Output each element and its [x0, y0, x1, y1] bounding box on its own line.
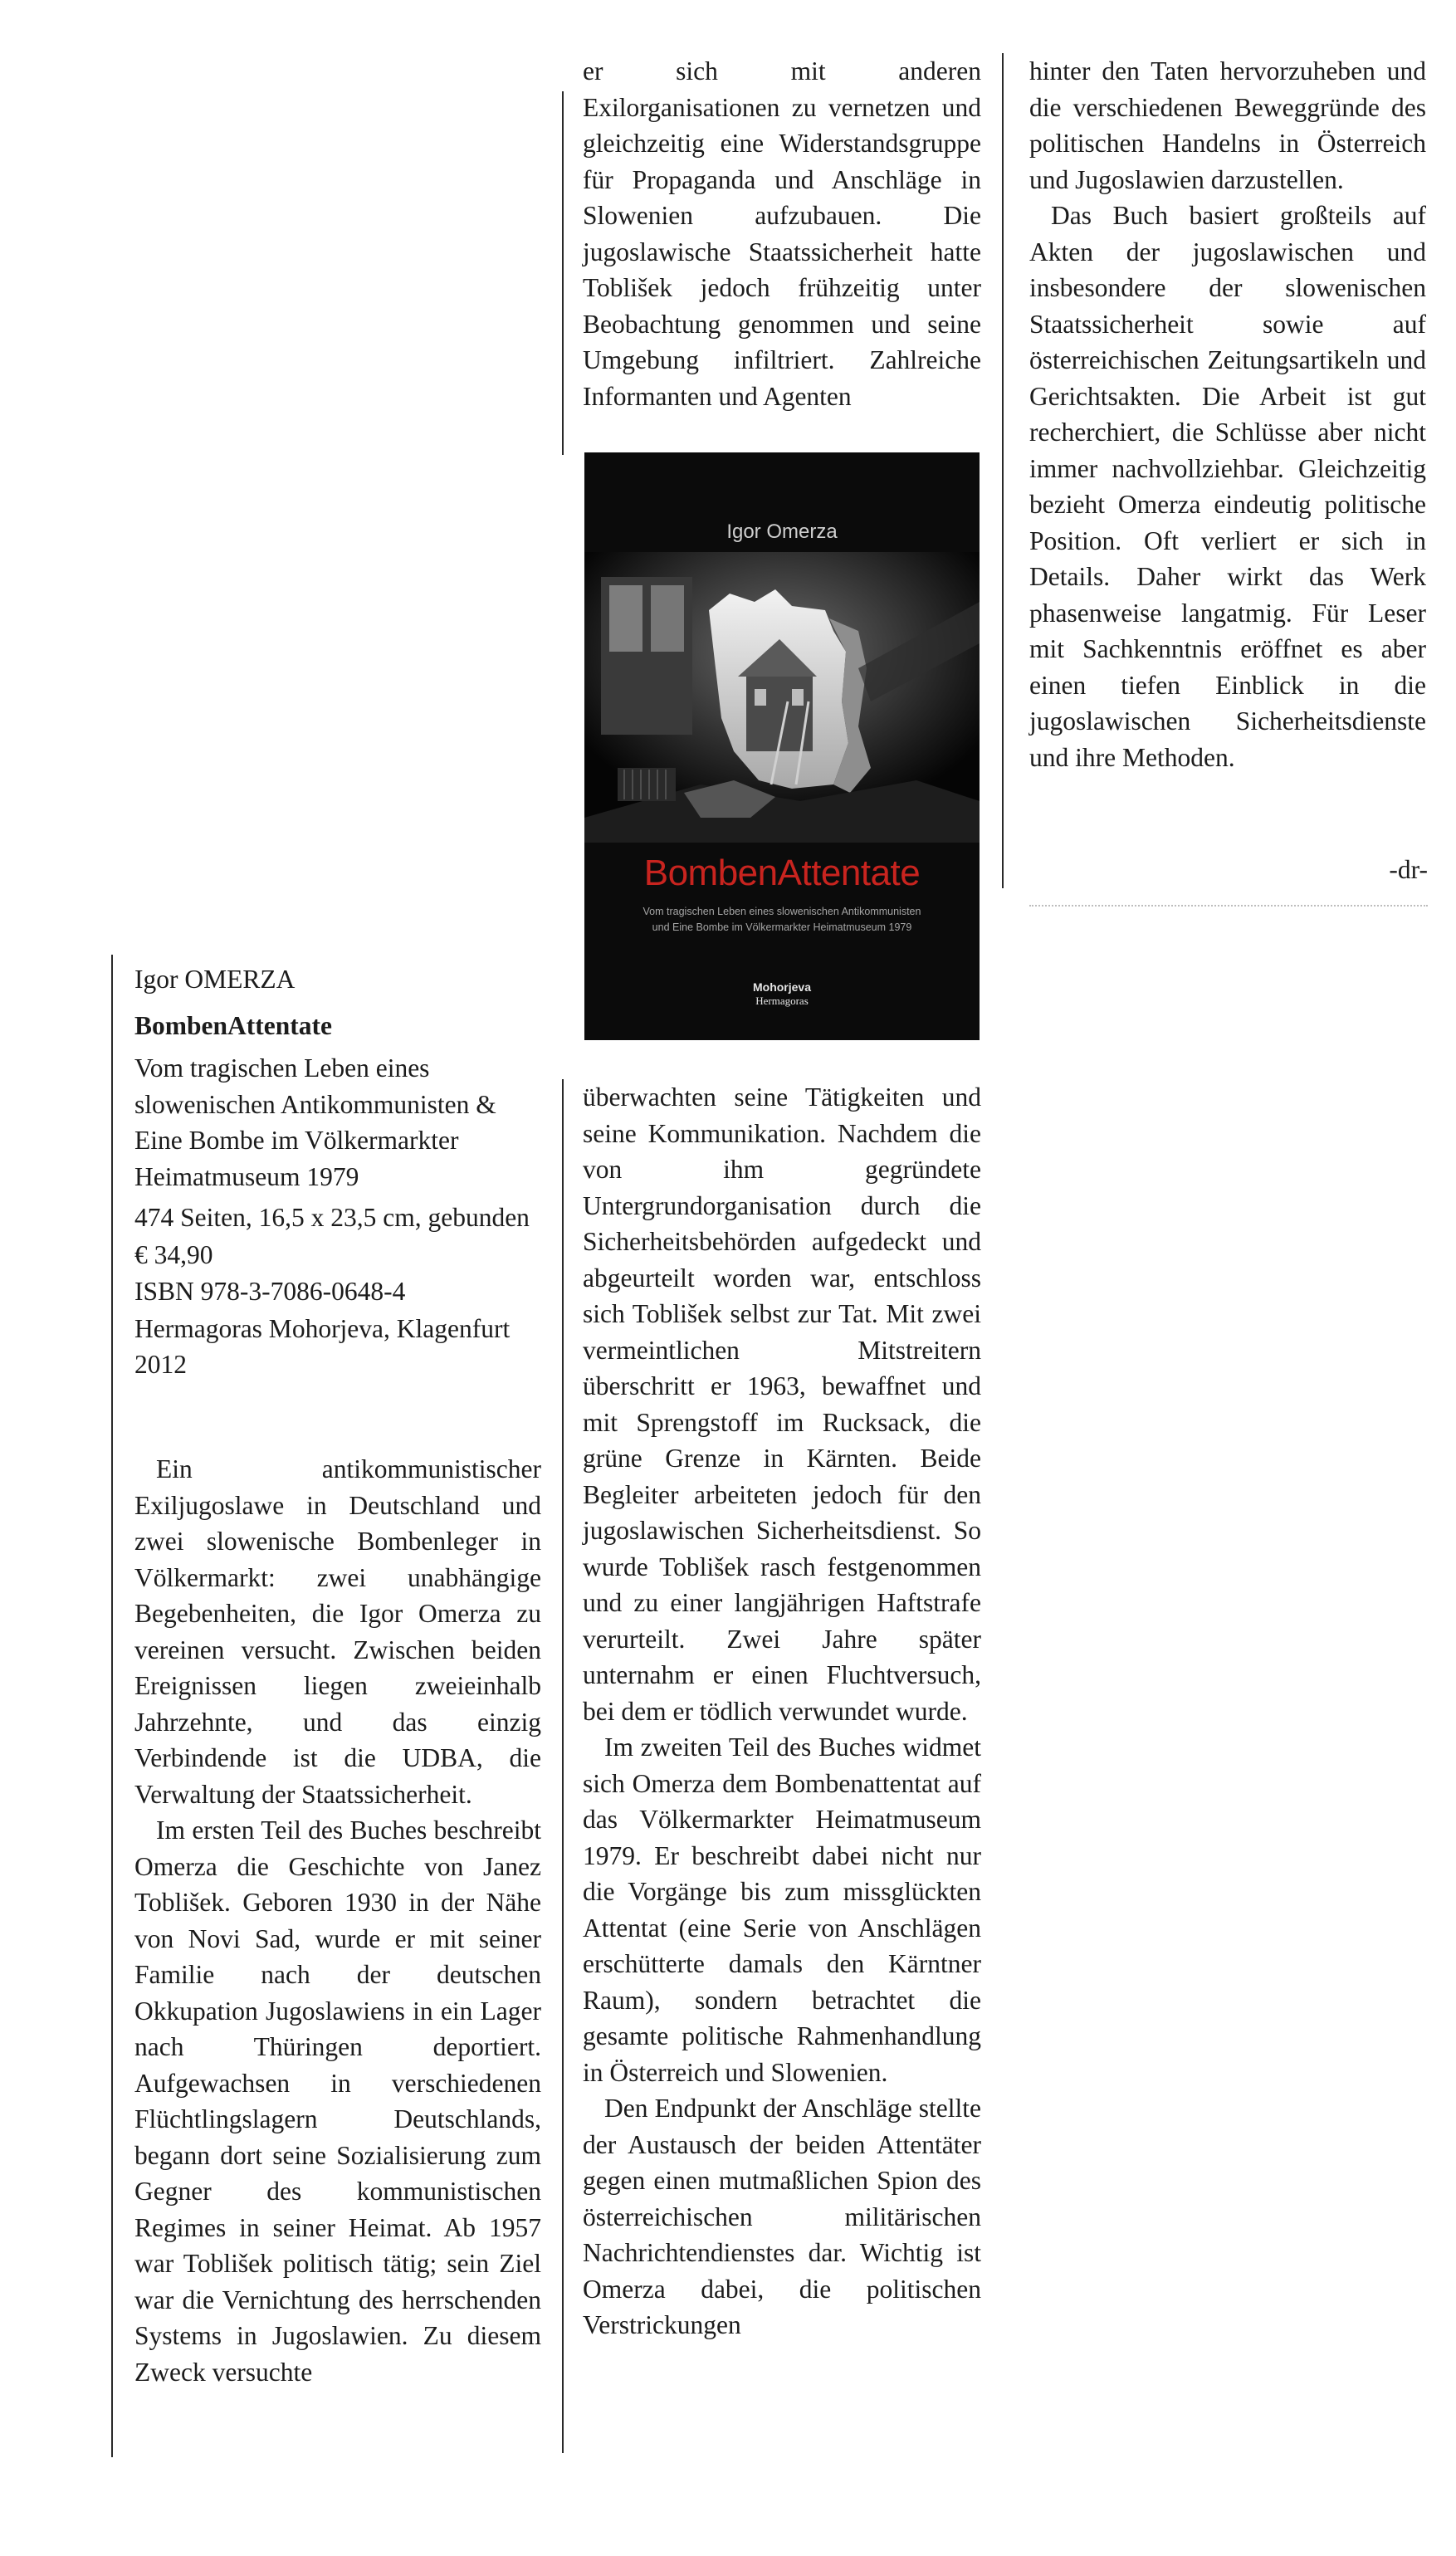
book-pages-format: 474 Seiten, 16,5 x 23,5 cm, gebunden — [134, 1203, 530, 1232]
book-price: € 34,90 — [134, 1239, 213, 1269]
paragraph: Das Buch basiert großteils auf Akten der jugoslawischen und insbesondere der slowenischen Staatssicherheit sowie auf österreichischen Zeitungsartikeln und Gerichtsakten. Die Arbeit ist gut recherchiert, die Schlüsse aber nicht immer nachvollziehbar. Gleichzeitig bezieht Omerza eindeutig politische Position. Oft verliert er sich in Details. Daher wirkt das Werk phasenweise langatmig. Für Leser mit Sachkenntnis eröffnet es aber einen tiefen Einblick in die jugoslawischen Sicherheitsdienste und ihre Methoden. — [1029, 201, 1426, 772]
book-isbn: ISBN 978-3-7086-0648-4 — [134, 1277, 406, 1306]
paragraph: hinter den Taten hervorzuheben und die verschiedenen Beweggründe des politischen Handelns in Österreich und Jugoslawien darzustellen. — [1029, 56, 1426, 194]
article-column-middle-bottom — [583, 1079, 981, 2343]
cover-publisher-sub: Hermagoras — [755, 995, 809, 1007]
article-column-right — [1029, 53, 1426, 775]
cover-subtitle-line: Vom tragischen Leben eines slowenischen Antikommunisten — [642, 906, 921, 917]
column-rule-bottom-left — [111, 955, 113, 2457]
article-column-middle-top — [583, 53, 981, 414]
author-signature: -dr- — [1389, 855, 1428, 884]
book-info-box — [134, 961, 550, 1384]
paragraph: Im ersten Teil des Buches beschreibt Omerza die Geschichte von Janez Toblišek. Geboren 1930 in der Nähe von Novi Sad, wurde er mit seiner Familie nach der deutschen Okkupation Jugoslawiens in ein Lager nach Thüringen deportiert. Aufgewachsen in verschiedenen Flüchtlingslagern Deutschlands, begann dort seine Sozialisierung zum Gegner des kommunistischen Regimes in seiner Heimat. Ab 1957 war Toblišek politisch tätig; sein Ziel war die Vernichtung des herrschenden Systems in Jugoslawien. Zu diesem Zweck versuchte — [134, 1816, 541, 2387]
paragraph: er sich mit anderen Exilorganisationen zu vernetzen und gleichzeitig eine Widerstandsgruppe für Propaganda und Anschläge in Slowenien aufzubauen. Die jugoslawische Staatssicherheit hatte Toblišek jedoch frühzeitig unter Beobachtung genommen und seine Umgebung infiltriert. Zahlreiche Informanten und Agenten — [583, 56, 981, 411]
column-rule-bottom-middle — [562, 1079, 564, 2453]
column-rule-top-left — [562, 91, 564, 455]
book-cover-image — [584, 452, 980, 1040]
book-publisher: Hermagoras Mohorjeva, Klagenfurt 2012 — [134, 1313, 511, 1379]
cover-subtitle — [618, 904, 946, 936]
cover-publisher: Mohorjeva — [752, 980, 811, 994]
cover-author: Igor Omerza — [726, 520, 838, 543]
clipping-edge-dotted-line — [1029, 905, 1428, 907]
book-author: Igor OMERZA — [134, 965, 296, 994]
article-column-left — [134, 1451, 541, 2390]
book-subtitle: Vom tragischen Leben eines slowenischen Antikommunisten & Eine Bombe im Völkermarkter Heimatmuseum 1979 — [134, 1053, 496, 1191]
column-rule-top-right — [1002, 53, 1004, 888]
paragraph: Den Endpunkt der Anschläge stellte der Austausch der beiden Attentäter gegen einen mutmaßlichen Spion des österreichischen militärischen Nachrichtendienstes dar. Wichtig ist Omerza dabei, die politischen Verstrickungen — [583, 2094, 981, 2339]
paragraph: überwachten seine Tätigkeiten und seine Kommunikation. Nachdem die von ihm gegründete Untergrundorganisation durch die Sicherheitsbehörden aufgedeckt und abgeurteilt worden war, entschloss sich Toblišek selbst zur Tat. Mit zwei vermeintlichen Mitstreitern überschritt er 1963, bewaffnet und mit Sprengstoff im Rucksack, die grüne Grenze in Kärnten. Beide Begleiter arbeiteten jedoch für den jugoslawischen Sicherheitsdienst. So wurde Toblišek rasch festgenommen und zu einer langjährigen Haftstrafe verurteilt. Zwei Jahre später unternahm er einen Fluchtversuch, bei dem er tödlich verwundet wurde. — [583, 1083, 981, 1726]
book-title: BombenAttentate — [134, 1010, 332, 1040]
paragraph: Ein antikommunistischer Exiljugoslawe in Deutschland und zwei slowenische Bombenleger in Völkermarkt: zwei unabhängige Begebenheiten, die Igor Omerza zu vereinen versucht. Zwischen beiden Ereignissen liegen zweieinhalb Jahrzehnte, und das einzig Verbindende ist die UDBA, die Verwaltung der Staatssicherheit. — [134, 1454, 541, 1809]
paragraph: Im zweiten Teil des Buches widmet sich Omerza dem Bombenattentat auf das Völkermarkter Heimatmuseum 1979. Er beschreibt dabei nicht nur die Vorgänge bis zum missglückten Attentat (eine Serie von Anschlägen erschütterte damals den Kärntner Raum), sondern betrachtet die gesamte politische Rahmenhandlung in Österreich und Slowenien. — [583, 1733, 981, 2087]
cover-title: BombenAttentate — [643, 853, 921, 893]
cover-subtitle-line: und Eine Bombe im Völkermarkter Heimatmuseum 1979 — [652, 921, 912, 933]
